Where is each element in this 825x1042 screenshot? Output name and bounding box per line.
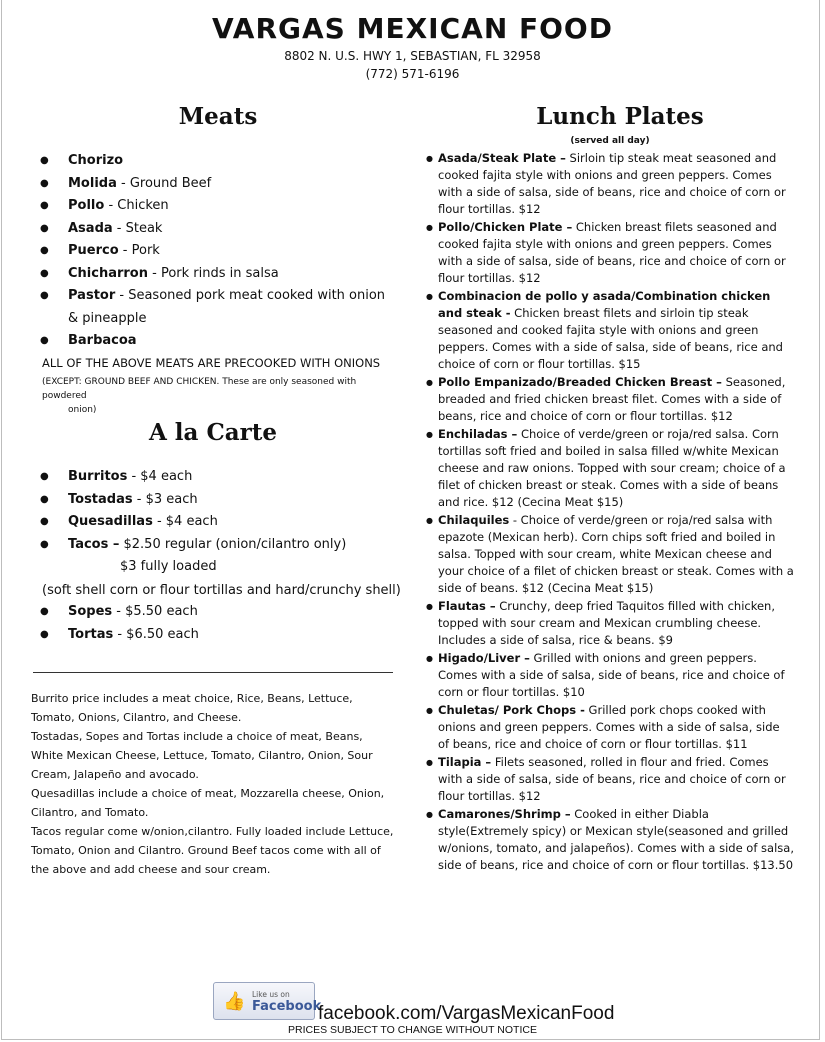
list-item: ● Chicharron - Pork rinds in salsa — [40, 263, 390, 286]
list-item: ● Pollo/Chicken Plate – Chicken breast filets seasoned and cooked fajita style with onions and green peppers. Comes with a side of salsa, side of beans, rice and choice of corn or flour tortillas. $12 — [422, 219, 794, 287]
list-item: ● Camarones/Shrimp – Cooked in either Diabla style(Extremely spicy) or Mexican style(seasoned and grilled w/onions, tomato, and jalapeños). Comes with a side of salsa, side of beans, rice and choice of corn or flour tortillas. $13.50 — [422, 806, 794, 874]
facebook-url-link[interactable]: facebook.com/VargasMexicanFood — [318, 1003, 615, 1024]
list-item: ● Combinacion de pollo y asada/Combination chicken and steak - Chicken breast filets and sirloin tip steak seasoned and cooked fajita style with onions and green peppers. Comes with a side of salsa, side of beans, rice and choice of corn or flour tortillas. $15 — [422, 288, 794, 373]
price-disclaimer: PRICES SUBJECT TO CHANGE WITHOUT NOTICE — [288, 1024, 537, 1036]
description-paragraph: Quesadillas include a choice of meat, Mozzarella cheese, Onion, Cilantro, and Tomato. — [31, 787, 385, 819]
list-item: ● Burritos - $4 each — [40, 466, 390, 489]
list-item: ● Sopes - $5.50 each — [40, 601, 390, 624]
list-item: ● Asada - Steak — [40, 218, 390, 241]
lunch-subtitle: (served all day) — [570, 136, 650, 146]
item-descriptions — [31, 689, 396, 879]
restaurant-phone: (772) 571-6196 — [365, 67, 460, 81]
list-item: ● Molida - Ground Beef — [40, 173, 390, 196]
facebook-brand: Facebook — [252, 999, 322, 1014]
meats-list — [40, 150, 390, 353]
description-paragraph: Burrito price includes a meat choice, Rice, Beans, Lettuce, Tomato, Onions, Cilantro, and Cheese. — [31, 692, 353, 724]
list-item: ● Higado/Liver – Grilled with onions and green peppers. Comes with a side of salsa, side of beans, rice and choice of corn or flour tortillas. $10 — [422, 650, 794, 701]
lunch-heading: Lunch Plates — [536, 103, 704, 130]
carte-shell-note: (soft shell corn or flour tortillas and hard/crunchy shell) — [42, 583, 401, 598]
meats-note: ALL OF THE ABOVE MEATS ARE PRECOOKED WITH ONIONS — [42, 356, 381, 370]
list-item: ● Quesadillas - $4 each — [40, 511, 390, 534]
list-item: ● Flautas – Crunchy, deep fried Taquitos filled with chicken, topped with sour cream and Mexican crumbling cheese. Includes a side of salsa, rice & beans. $9 — [422, 598, 794, 649]
list-item: ● Tostadas - $3 each — [40, 489, 390, 512]
list-item: ● Barbacoa — [40, 330, 390, 353]
meats-note-small: (EXCEPT: GROUND BEEF AND CHICKEN. These are only seasoned with powdered onion) — [42, 377, 357, 415]
lunch-list — [422, 150, 794, 875]
list-item: ● Tilapia – Filets seasoned, rolled in flour and fried. Comes with a side of salsa, side of beans, rice and choice of corn or flour tortillas. $12 — [422, 754, 794, 805]
list-item: ● Puerco - Pork — [40, 240, 390, 263]
list-item: ● Chuletas/ Pork Chops - Grilled pork chops cooked with onions and green peppers. Comes with a side of salsa, side of beans, rice and choice of corn or flour tortillas. $11 — [422, 702, 794, 753]
list-item: ● Pollo - Chicken — [40, 195, 390, 218]
description-paragraph: Tacos regular come w/onion,cilantro. Fully loaded include Lettuce, Tomato, Onion and Cilantro. Ground Beef tacos come with all of the above and add cheese and sour cream. — [31, 825, 394, 876]
list-item: ● Chorizo — [40, 150, 390, 173]
thumbs-up-icon: 👍 — [223, 991, 246, 1012]
list-item: ● Enchiladas – Choice of verde/green or roja/red salsa. Corn tortillas soft fried and boiled in salsa filled w/white Mexican cheese and raw onions. Topped with sour cream; choice of a filet of chicken breast or steak. Comes with a side of beans and rice. $12 (Cecina Meat $15) — [422, 426, 794, 511]
list-item: ● Tortas - $6.50 each — [40, 624, 390, 647]
list-item: ● Asada/Steak Plate – Sirloin tip steak meat seasoned and cooked fajita style with onions and green peppers. Comes with a side of salsa, side of beans, rice and choice of corn or flour tortillas. $12 — [422, 150, 794, 218]
list-item: ● Chilaquiles - Choice of verde/green or roja/red salsa with epazote (Mexican herb). Corn chips soft fried and boiled in salsa. Topped with sour cream, white Mexican cheese and your choice of a filet of chicken breast or steak. Comes with a side of beans. $12 (Cecina Meat $15) — [422, 512, 794, 597]
restaurant-title: VARGAS MEXICAN FOOD — [212, 12, 613, 45]
list-item: ● Pollo Empanizado/Breaded Chicken Breast – Seasoned, breaded and fried chicken breast filet. Comes with a side of beans, rice and choice of corn or flour tortillas. $12 — [422, 374, 794, 425]
list-item: ● Pastor - Seasoned pork meat cooked with onion & pineapple — [40, 285, 390, 330]
meats-heading: Meats — [178, 103, 258, 130]
facebook-like-text: Like us on — [252, 990, 290, 999]
list-item: ● Tacos – $2.50 regular (onion/cilantro only) $3 fully loaded — [40, 534, 390, 579]
carte-list — [40, 466, 390, 579]
restaurant-address: 8802 N. U.S. HWY 1, SEBASTIAN, FL 32958 — [284, 49, 541, 63]
facebook-like-badge[interactable] — [213, 982, 322, 1020]
carte-list-2 — [40, 601, 390, 646]
carte-heading: A la Carte — [148, 419, 278, 446]
divider — [33, 672, 393, 673]
description-paragraph: Tostadas, Sopes and Tortas include a choice of meat, Beans, White Mexican Cheese, Lettuce, Tomato, Cilantro, Onion, Sour Cream, Jalapeño and avocado. — [31, 730, 373, 781]
